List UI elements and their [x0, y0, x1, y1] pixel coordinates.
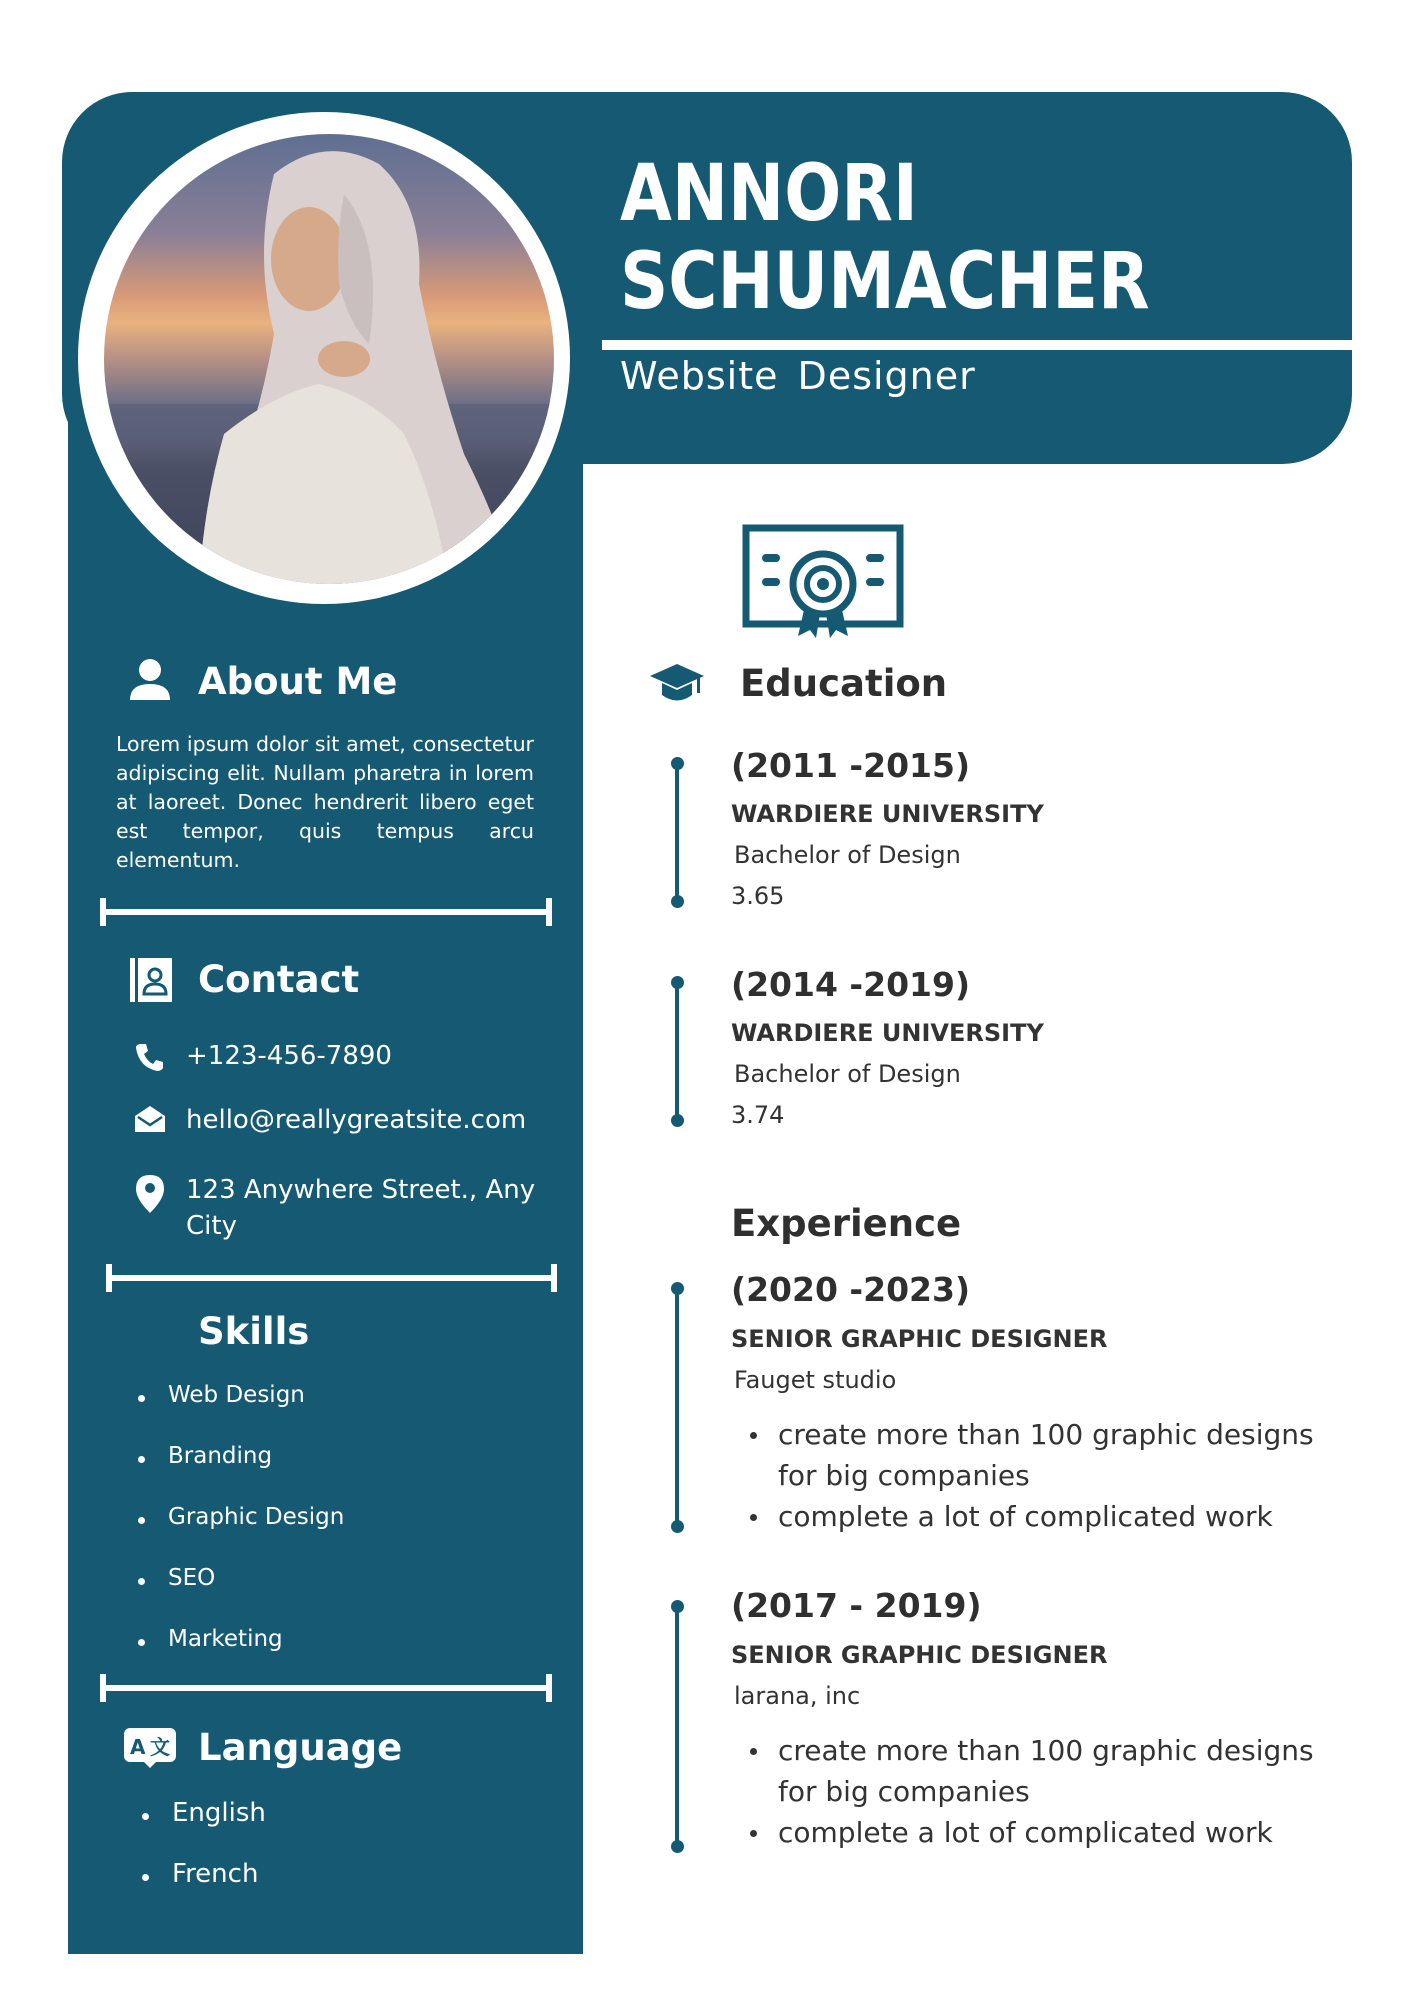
about-heading: About Me [198, 660, 398, 703]
experience-bullets [746, 1730, 1346, 1853]
education-school: WARDIERE UNIVERSITY [731, 1019, 1044, 1047]
timeline-line [675, 1288, 679, 1526]
envelope-icon [135, 1106, 165, 1137]
experience-bullets [746, 1414, 1346, 1537]
skill-item: Graphic Design [138, 1504, 344, 1565]
person-icon [130, 658, 170, 705]
experience-bullet: complete a lot of complicated work [746, 1812, 1346, 1853]
last-name: SCHUMACHER [620, 237, 1150, 327]
section-divider [106, 1275, 557, 1281]
education-years: (2014 -2019) [731, 965, 971, 1004]
sidebar-panel [68, 380, 583, 1954]
experience-company: Fauget studio [734, 1366, 897, 1394]
header-divider [602, 340, 1352, 350]
timeline-line [675, 1606, 679, 1846]
svg-text:A: A [130, 1735, 146, 1759]
education-degree: Bachelor of Design [734, 841, 961, 869]
phone-number[interactable]: +123-456-7890 [186, 1041, 392, 1071]
experience-years: (2017 - 2019) [731, 1586, 982, 1625]
certificate-icon [742, 524, 904, 645]
language-item: French [142, 1859, 266, 1920]
timeline-dot [671, 895, 684, 908]
section-divider [100, 909, 552, 915]
location-pin-icon [136, 1175, 164, 1218]
skill-item: Marketing [138, 1626, 344, 1687]
address-line-1: 123 Anywhere Street., Any [186, 1175, 536, 1205]
address-line-2: City [186, 1211, 237, 1241]
experience-years: (2020 -2023) [731, 1270, 971, 1309]
contact-heading: Contact [198, 958, 360, 1001]
first-name: ANNORI [620, 149, 918, 239]
language-item: English [142, 1798, 266, 1859]
portrait-illustration [104, 134, 554, 584]
experience-bullet: complete a lot of complicated work [746, 1496, 1346, 1537]
skills-list [138, 1382, 344, 1687]
timeline-dot [671, 1114, 684, 1127]
translate-icon [124, 1728, 176, 1773]
education-years: (2011 -2015) [731, 746, 971, 785]
skill-item: Web Design [138, 1382, 344, 1443]
timeline-dot [671, 1840, 684, 1853]
graduation-cap-icon [650, 664, 704, 709]
svg-text:文: 文 [150, 1735, 170, 1759]
skills-heading: Skills [198, 1310, 310, 1353]
skill-item: Branding [138, 1443, 344, 1504]
profile-photo [104, 134, 554, 584]
timeline-dot [671, 1520, 684, 1533]
experience-heading: Experience [731, 1202, 962, 1245]
experience-role: SENIOR GRAPHIC DESIGNER [731, 1641, 1108, 1669]
experience-bullet: create more than 100 graphic designs for big companies [746, 1730, 1346, 1812]
experience-bullet: create more than 100 graphic designs for big companies [746, 1414, 1346, 1496]
language-heading: Language [198, 1726, 403, 1769]
job-title: Website Designer [620, 354, 976, 398]
contact-book-icon [130, 958, 172, 1007]
phone-icon [135, 1042, 163, 1077]
education-gpa: 3.74 [731, 1101, 785, 1129]
section-divider [100, 1685, 552, 1691]
skill-item: SEO [138, 1565, 344, 1626]
education-heading: Education [740, 662, 948, 705]
email-address[interactable]: hello@reallygreatsite.com [186, 1105, 527, 1135]
language-list [142, 1798, 266, 1920]
timeline-line [675, 763, 679, 901]
education-gpa: 3.65 [731, 882, 785, 910]
experience-role: SENIOR GRAPHIC DESIGNER [731, 1325, 1108, 1353]
timeline-line [675, 982, 679, 1120]
about-text: Lorem ipsum dolor sit amet, consectetur adipiscing elit. Nullam pharetra in lorem at laoreet. Donec hendrerit libero eget est tempor, quis tempus arcu elementum. [116, 732, 534, 872]
education-school: WARDIERE UNIVERSITY [731, 800, 1044, 828]
education-degree: Bachelor of Design [734, 1060, 961, 1088]
experience-company: larana, inc [734, 1682, 861, 1710]
